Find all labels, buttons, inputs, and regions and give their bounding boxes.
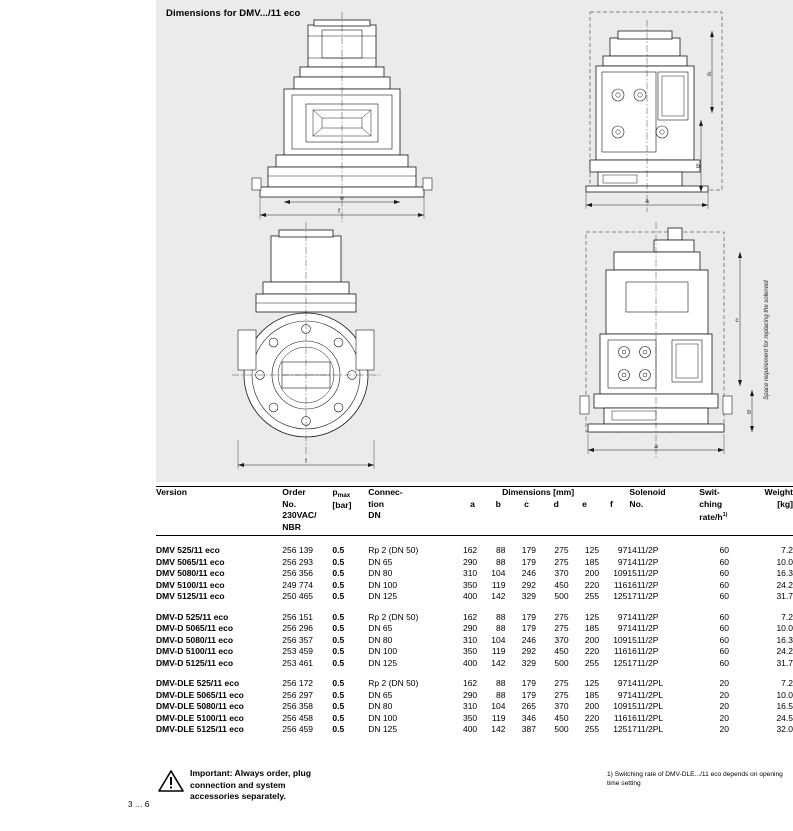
cell-connection: DN 100 <box>368 712 398 723</box>
cell-order: 253 459 <box>282 646 314 656</box>
cell-solenoid: 1411/2PL <box>627 678 664 688</box>
specifications-table-wrapper <box>156 486 793 736</box>
cell-pmax: 0.5 <box>332 568 345 578</box>
cell-f: 97 <box>617 623 628 633</box>
cell-weight: 10.0 <box>776 689 793 700</box>
cell-weight: 24.2 <box>776 579 793 590</box>
cell-b: 104 <box>491 568 506 578</box>
table-header-row <box>156 487 793 534</box>
cell-a: 290 <box>462 689 478 700</box>
cell-d: 275 <box>554 678 569 688</box>
cell-d: 500 <box>554 591 569 601</box>
svg-text:b: b <box>696 163 700 170</box>
cell-e: 185 <box>584 556 600 567</box>
cell-d: 275 <box>554 556 569 567</box>
cell-connection: DN 125 <box>368 724 398 734</box>
cell-pmax: 0.5 <box>332 646 345 656</box>
cell-c: 329 <box>521 657 536 668</box>
cell-e: 200 <box>584 568 600 578</box>
cell-a: 350 <box>462 646 478 656</box>
cell-e: 220 <box>584 579 600 590</box>
cell-a: 400 <box>462 591 478 601</box>
cell-solenoid: 1511/2P <box>627 568 659 578</box>
cell-e: 220 <box>584 646 600 656</box>
cell-a: 290 <box>462 623 478 633</box>
cell-order: 256 459 <box>282 724 314 734</box>
cell-weight: 31.7 <box>776 657 793 668</box>
cell-d: 500 <box>554 724 569 734</box>
cell-c: 387 <box>521 724 536 734</box>
group-spacer <box>156 603 793 612</box>
cell-weight: 7.2 <box>781 678 793 688</box>
table-row <box>156 701 793 713</box>
cell-weight: 10.0 <box>776 623 793 633</box>
cell-b: 88 <box>495 678 506 688</box>
table-row <box>156 557 793 569</box>
cell-order: 249 774 <box>282 579 314 590</box>
header-dim-a: a <box>470 498 475 509</box>
notice-line-1: Important: Always order, plug <box>190 768 311 778</box>
important-notice-text <box>190 768 385 803</box>
cell-b: 142 <box>491 724 506 734</box>
cell-b: 119 <box>491 646 506 656</box>
cell-f: 109 <box>613 568 628 578</box>
table-row <box>156 580 793 592</box>
cell-version: DMV-D 5080/11 eco <box>156 634 234 645</box>
cell-solenoid: 1411/2P <box>627 556 659 567</box>
cell-pmax: 0.5 <box>332 556 345 567</box>
cell-version: DMV-DLE 5065/11 eco <box>156 689 244 700</box>
cell-f: 125 <box>613 591 628 601</box>
cell-order: 256 357 <box>282 634 314 645</box>
cell-weight: 7.2 <box>781 545 793 555</box>
svg-text:a: a <box>645 198 649 205</box>
cell-solenoid: 1611/2P <box>627 646 659 656</box>
table-footnote: 1) Switching rate of DMV-DLE.../11 eco depends on opening time setting <box>607 771 783 787</box>
svg-text:f: f <box>305 458 307 465</box>
cell-solenoid: 1711/2PL <box>627 724 664 734</box>
cell-pmax: 0.5 <box>332 678 345 688</box>
cell-b: 142 <box>491 591 506 601</box>
cell-switching-rate: 60 <box>719 591 729 601</box>
cell-version: DMV-DLE 5100/11 eco <box>156 712 244 723</box>
cell-f: 109 <box>613 634 628 645</box>
cell-version: DMV-DLE 525/11 eco <box>156 678 240 688</box>
cell-version: DMV-D 5100/11 eco <box>156 646 234 656</box>
cell-version: DMV 5065/11 eco <box>156 556 225 567</box>
cell-connection: DN 125 <box>368 591 398 601</box>
cell-version: DMV-D 5065/11 eco <box>156 623 234 633</box>
svg-text:b: b <box>747 409 751 416</box>
header-weight: Weight [kg] <box>764 487 793 509</box>
cell-e: 185 <box>584 623 600 633</box>
table-row <box>156 545 793 557</box>
cell-d: 450 <box>554 712 569 723</box>
cell-pmax: 0.5 <box>332 634 345 645</box>
table-body <box>156 536 793 736</box>
panel-title: Dimensions for DMV.../11 eco <box>166 8 301 19</box>
svg-text:a: a <box>654 443 658 450</box>
cell-a: 290 <box>462 556 478 567</box>
cell-b: 104 <box>491 701 506 711</box>
table-row <box>156 690 793 702</box>
cell-pmax: 0.5 <box>332 579 345 590</box>
cell-d: 450 <box>554 646 569 656</box>
cell-c: 329 <box>521 591 536 601</box>
cell-c: 265 <box>521 701 536 711</box>
cell-connection: DN 65 <box>368 689 393 700</box>
cell-pmax: 0.5 <box>332 545 345 555</box>
cell-order: 253 461 <box>282 657 314 668</box>
cell-version: DMV 525/11 eco <box>156 545 220 555</box>
cell-e: 255 <box>584 657 600 668</box>
cell-connection: Rp 2 (DN 50) <box>368 678 419 688</box>
cell-order: 256 458 <box>282 712 314 723</box>
cell-e: 185 <box>584 689 600 700</box>
cell-switching-rate: 20 <box>719 689 729 700</box>
cell-order: 256 297 <box>282 689 314 700</box>
cell-d: 275 <box>554 545 569 555</box>
header-connection: Connec- tion DN <box>368 487 403 520</box>
cell-connection: DN 80 <box>368 701 393 711</box>
cell-switching-rate: 60 <box>719 623 729 633</box>
cell-a: 162 <box>462 545 478 555</box>
cell-d: 275 <box>554 611 569 622</box>
cell-f: 97 <box>617 556 628 567</box>
header-order-no: Order No. 230VAC/ NBR <box>282 487 317 532</box>
cell-e: 255 <box>584 724 600 734</box>
cell-order: 256 139 <box>282 545 314 555</box>
cell-f: 125 <box>613 724 628 734</box>
cell-e: 200 <box>584 634 600 645</box>
cell-order: 256 293 <box>282 556 314 567</box>
cell-version: DMV-DLE 5080/11 eco <box>156 701 244 711</box>
cell-a: 310 <box>462 634 478 645</box>
cell-b: 88 <box>495 623 506 633</box>
table-row <box>156 724 793 736</box>
cell-f: 97 <box>617 611 628 622</box>
header-dim-c: c <box>524 498 529 509</box>
cell-d: 370 <box>554 568 569 578</box>
cell-switching-rate: 20 <box>719 724 729 734</box>
cell-weight: 32.0 <box>776 724 793 734</box>
header-solenoid-no: Solenoid No. <box>629 487 666 509</box>
group-spacer <box>156 536 793 546</box>
cell-version: DMV-DLE 5125/11 eco <box>156 724 244 734</box>
cell-e: 255 <box>584 591 600 601</box>
cell-switching-rate: 60 <box>719 611 729 622</box>
header-switching-rate: Swit- ching rate/h$^{1)}$ <box>699 487 728 522</box>
cell-b: 88 <box>495 689 506 700</box>
cell-pmax: 0.5 <box>332 591 345 601</box>
cell-switching-rate: 20 <box>719 701 729 711</box>
cell-order: 256 356 <box>282 568 314 578</box>
cell-a: 350 <box>462 579 478 590</box>
cell-c: 346 <box>521 712 536 723</box>
header-version: Version <box>156 487 188 497</box>
cell-e: 220 <box>584 712 600 723</box>
cell-b: 119 <box>491 579 506 590</box>
cell-switching-rate: 60 <box>719 634 729 645</box>
cell-c: 179 <box>521 545 536 555</box>
cell-solenoid: 1411/2PL <box>627 689 664 700</box>
cell-e: 200 <box>584 701 600 711</box>
cell-b: 104 <box>491 634 506 645</box>
cell-b: 88 <box>495 545 506 555</box>
group-spacer <box>156 669 793 678</box>
cell-version: DMV-D 525/11 eco <box>156 611 229 622</box>
specifications-table <box>156 486 793 736</box>
cell-switching-rate: 60 <box>719 556 729 567</box>
cell-switching-rate: 60 <box>719 568 729 578</box>
svg-text:c: c <box>735 317 739 324</box>
table-row <box>156 635 793 647</box>
cell-f: 116 <box>613 712 628 723</box>
cell-weight: 16.3 <box>776 634 793 645</box>
cell-order: 256 172 <box>282 678 314 688</box>
cell-switching-rate: 60 <box>719 579 729 590</box>
cell-e: 125 <box>584 611 600 622</box>
cell-f: 125 <box>613 657 628 668</box>
cell-d: 275 <box>554 689 569 700</box>
cell-c: 246 <box>521 634 536 645</box>
cell-weight: 10.0 <box>776 556 793 567</box>
cell-c: 179 <box>521 623 536 633</box>
header-pmax: $p_{max}$ [bar] <box>332 487 352 510</box>
header-dim-e: e <box>582 498 587 509</box>
notice-line-2: connection and system <box>190 779 286 790</box>
notice-line-3: accessories separately. <box>190 791 286 801</box>
cell-connection: DN 100 <box>368 579 398 590</box>
cell-b: 88 <box>495 611 506 622</box>
cell-solenoid: 1411/2P <box>627 611 659 622</box>
cell-pmax: 0.5 <box>332 657 345 668</box>
cell-c: 179 <box>521 611 536 622</box>
cell-a: 350 <box>462 712 478 723</box>
cell-pmax: 0.5 <box>332 712 345 723</box>
cell-connection: Rp 2 (DN 50) <box>368 545 419 555</box>
cell-solenoid: 1411/2P <box>627 623 659 633</box>
cell-switching-rate: 60 <box>719 646 729 656</box>
cell-a: 400 <box>462 657 478 668</box>
cell-f: 116 <box>613 646 628 656</box>
cell-switching-rate: 20 <box>719 678 729 688</box>
cell-weight: 31.7 <box>776 591 793 601</box>
warning-triangle-icon <box>158 770 184 792</box>
cell-a: 162 <box>462 611 478 622</box>
cell-a: 310 <box>462 568 478 578</box>
cell-c: 179 <box>521 689 536 700</box>
cell-version: DMV 5080/11 eco <box>156 568 225 578</box>
cell-weight: 16.3 <box>776 568 793 578</box>
cell-d: 370 <box>554 634 569 645</box>
cell-f: 109 <box>613 701 628 711</box>
table-row <box>156 646 793 658</box>
cell-switching-rate: 60 <box>719 545 729 555</box>
cell-d: 450 <box>554 579 569 590</box>
cell-switching-rate: 60 <box>719 657 729 668</box>
cell-solenoid: 1511/2P <box>627 634 659 645</box>
cell-connection: DN 80 <box>368 568 393 578</box>
cell-f: 97 <box>617 689 628 700</box>
cell-c: 246 <box>521 568 536 578</box>
table-row <box>156 658 793 670</box>
cell-connection: DN 65 <box>368 623 393 633</box>
cell-version: DMV 5100/11 eco <box>156 579 225 590</box>
cell-b: 142 <box>491 657 506 668</box>
cell-pmax: 0.5 <box>332 689 345 700</box>
header-dimensions-label: Dimensions [mm] <box>502 487 575 497</box>
page-number: 3 … 6 <box>128 800 150 809</box>
cell-d: 370 <box>554 701 569 711</box>
cell-a: 310 <box>462 701 478 711</box>
cell-solenoid: 1511/2PL <box>627 701 664 711</box>
header-dim-b: b <box>495 498 501 509</box>
cell-solenoid: 1711/2P <box>627 657 659 668</box>
svg-text:d: d <box>707 71 711 78</box>
svg-text:f: f <box>338 208 340 215</box>
cell-f: 97 <box>617 545 628 555</box>
table-row <box>156 568 793 580</box>
cell-d: 275 <box>554 623 569 633</box>
dimensions-drawing-panel <box>156 0 793 482</box>
header-dim-d: d <box>553 498 559 509</box>
cell-connection: DN 100 <box>368 646 398 656</box>
cell-c: 179 <box>521 556 536 567</box>
cell-e: 125 <box>584 678 600 688</box>
cell-a: 400 <box>462 724 478 734</box>
cell-d: 500 <box>554 657 569 668</box>
svg-text:Space requirement for replacin: Space requirement for replacing the solenoid <box>764 280 770 400</box>
table-row <box>156 678 793 690</box>
cell-a: 162 <box>462 678 478 688</box>
cell-weight: 7.2 <box>781 611 793 622</box>
cell-solenoid: 1711/2P <box>627 591 659 601</box>
svg-text:e: e <box>340 195 344 202</box>
cell-f: 116 <box>613 579 628 590</box>
cell-b: 119 <box>491 712 506 723</box>
cell-pmax: 0.5 <box>332 724 345 734</box>
cell-weight: 24.5 <box>776 712 793 723</box>
cell-order: 250 465 <box>282 591 314 601</box>
cell-b: 88 <box>495 556 506 567</box>
table-row <box>156 713 793 725</box>
cell-solenoid: 1611/2P <box>627 579 659 590</box>
cell-pmax: 0.5 <box>332 611 345 622</box>
cell-order: 256 151 <box>282 611 314 622</box>
header-dim-f: f <box>609 498 613 509</box>
cell-order: 256 358 <box>282 701 314 711</box>
cell-solenoid: 1411/2P <box>627 545 659 555</box>
cell-connection: DN 80 <box>368 634 393 645</box>
cell-weight: 24.2 <box>776 646 793 656</box>
cell-solenoid: 1611/2PL <box>627 712 664 723</box>
technical-drawing <box>156 0 793 482</box>
cell-c: 292 <box>521 579 536 590</box>
cell-c: 292 <box>521 646 536 656</box>
cell-connection: DN 65 <box>368 556 393 567</box>
cell-c: 179 <box>521 678 536 688</box>
table-row <box>156 591 793 603</box>
cell-pmax: 0.5 <box>332 623 345 633</box>
cell-version: DMV-D 5125/11 eco <box>156 657 234 668</box>
cell-e: 125 <box>584 545 600 555</box>
cell-weight: 16.5 <box>776 701 793 711</box>
cell-pmax: 0.5 <box>332 701 345 711</box>
cell-f: 97 <box>617 678 628 688</box>
table-row <box>156 612 793 624</box>
cell-connection: Rp 2 (DN 50) <box>368 611 419 622</box>
cell-switching-rate: 20 <box>719 712 729 723</box>
header-dimensions-group <box>449 487 628 534</box>
cell-connection: DN 125 <box>368 657 398 668</box>
cell-version: DMV 5125/11 eco <box>156 591 225 601</box>
table-row <box>156 623 793 635</box>
cell-order: 256 296 <box>282 623 314 633</box>
